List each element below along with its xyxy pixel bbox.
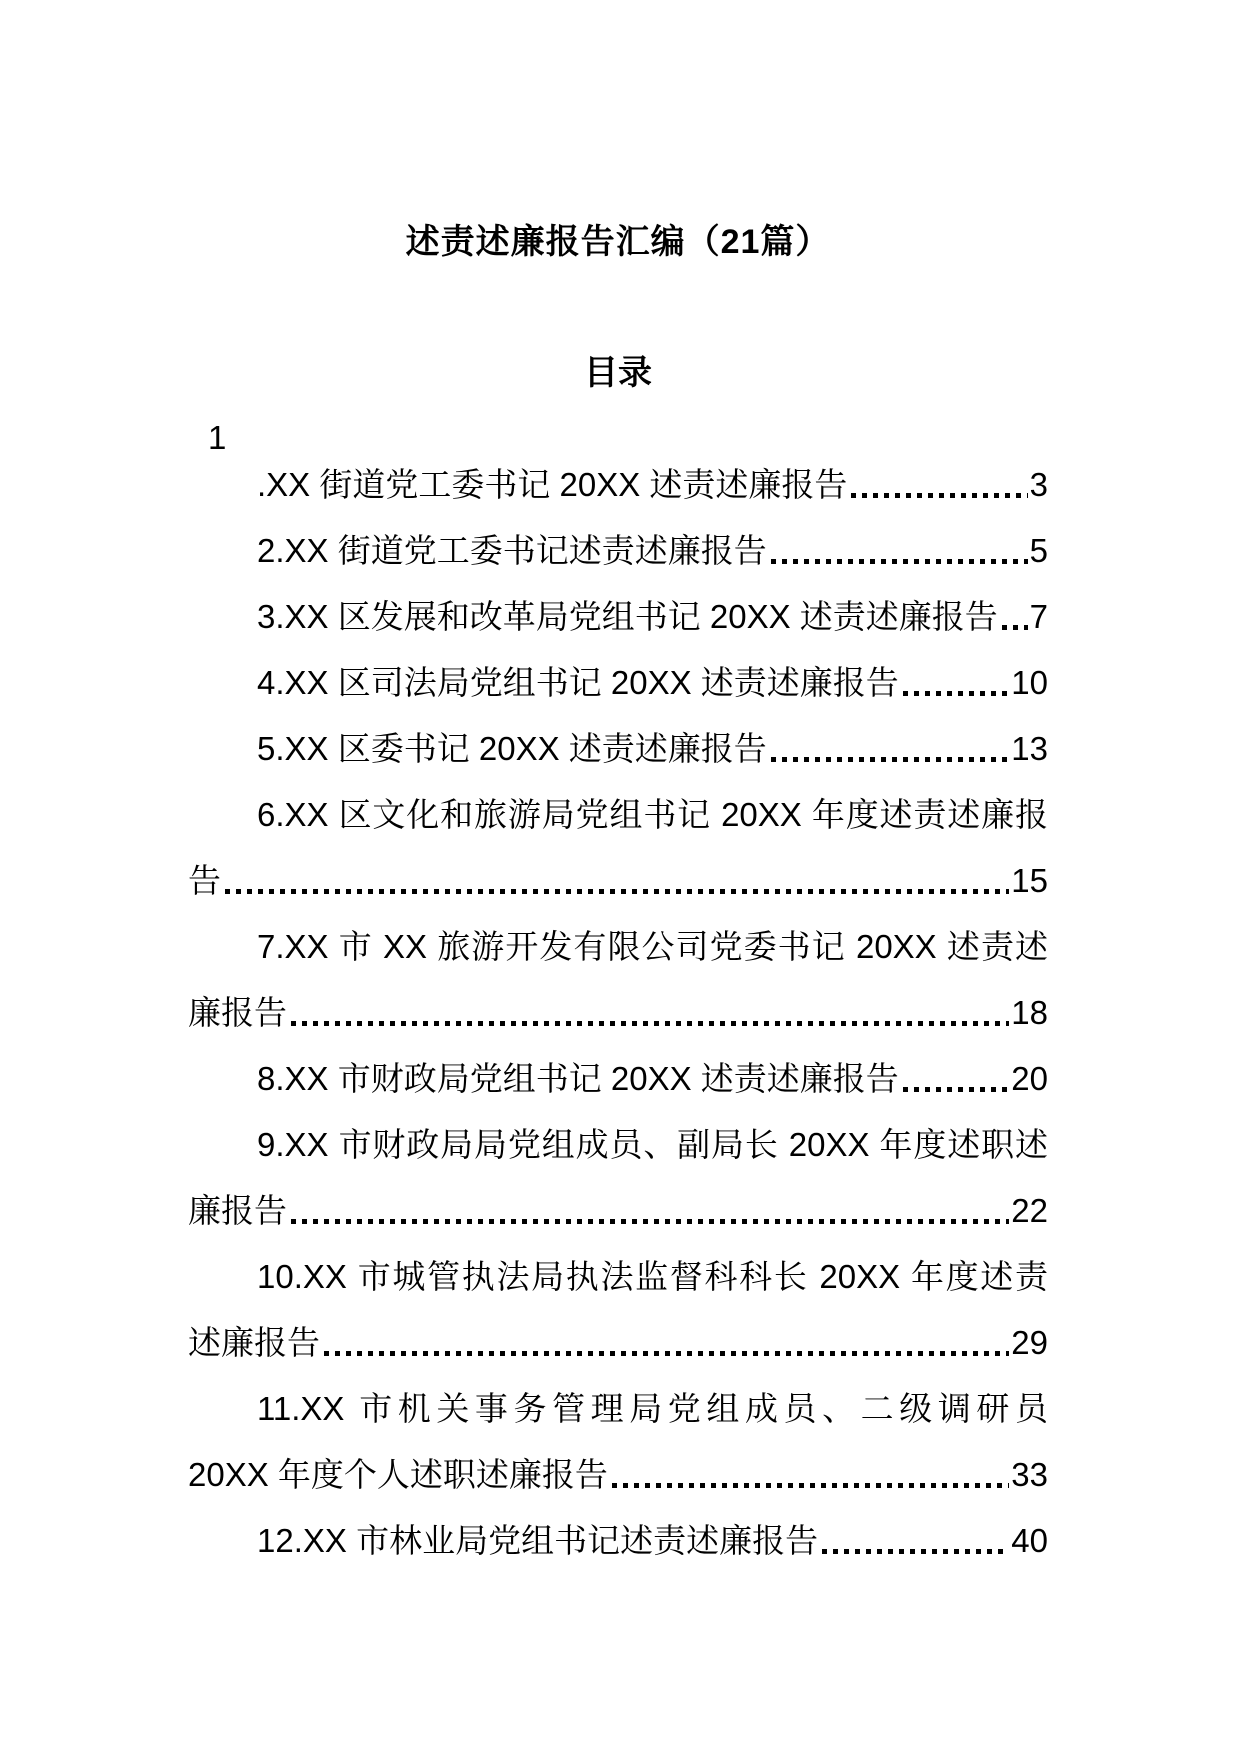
toc-entry-orphan-number: 1 [208,419,227,456]
dot-leader [1002,625,1028,630]
dot-leader [903,691,1010,696]
document-title: 述责述廉报告汇编（21篇） [405,223,831,261]
toc-page-number: 7 [1029,598,1048,635]
toc-list [188,452,1048,1574]
toc-row [188,1112,1048,1178]
toc-entry-text: 11.XX 市机关事务管理局党组成员、二级调研员 [257,1390,1048,1427]
toc-row [188,452,1048,518]
toc-page-number: 3 [1029,466,1048,503]
dot-leader [771,757,1010,762]
toc-row [188,782,1048,848]
dot-leader [771,559,1028,564]
dot-leader [291,1021,1009,1026]
toc-entry-text: 7.XX 市 XX 旅游开发有限公司党委书记 20XX 述责述 [257,928,1048,965]
dot-leader [822,1549,1009,1554]
toc-entry-text: 6.XX 区文化和旅游局党组书记 20XX 年度述责述廉报 [257,796,1048,833]
toc-page-number: 40 [1011,1522,1048,1559]
toc-page-number: 22 [1011,1192,1048,1229]
toc-row [188,1376,1048,1442]
toc-page-number: 33 [1011,1456,1048,1493]
dot-leader [612,1483,1009,1488]
toc-row [188,518,1048,584]
toc-row [188,1442,1048,1508]
toc-row [188,1046,1048,1112]
toc-entry-text: 9.XX 市财政局局党组成员、副局长 20XX 年度述职述 [257,1126,1048,1163]
toc-row [188,650,1048,716]
toc-heading: 目录 [584,354,652,392]
toc-page-number: 13 [1011,730,1048,767]
dot-leader [225,889,1009,894]
toc-entry-text: 10.XX 市城管执法局执法监督科科长 20XX 年度述责 [257,1258,1048,1295]
toc-entry-text: 述廉报告 [188,1324,320,1361]
toc-page-number: 15 [1011,862,1048,899]
dot-leader [851,493,1027,498]
toc-entry-text: .XX 街道党工委书记 20XX 述责述廉报告 [257,466,848,503]
toc-page-number: 20 [1011,1060,1048,1097]
dot-leader [291,1219,1009,1224]
toc-page-number: 18 [1011,994,1048,1031]
toc-row [188,584,1048,650]
toc-entry-text: 廉报告 [188,994,287,1031]
toc-entry-text: 8.XX 市财政局党组书记 20XX 述责述廉报告 [257,1060,899,1097]
toc-row [188,848,1048,914]
toc-row [188,1310,1048,1376]
toc-row [188,1508,1048,1574]
toc-entry-text: 廉报告 [188,1192,287,1229]
toc-entry-text: 2.XX 街道党工委书记述责述廉报告 [257,532,767,569]
toc-row [188,980,1048,1046]
toc-row [188,716,1048,782]
toc-page-number: 5 [1029,532,1048,569]
toc-row [188,914,1048,980]
toc-entry-text: 12.XX 市林业局党组书记述责述廉报告 [257,1522,819,1559]
dot-leader [324,1351,1009,1356]
toc-row [188,1244,1048,1310]
dot-leader [903,1087,1010,1092]
toc-entry-text: 4.XX 区司法局党组书记 20XX 述责述廉报告 [257,664,899,701]
toc-page-number: 29 [1011,1324,1048,1361]
toc-entry-text: 5.XX 区委书记 20XX 述责述廉报告 [257,730,767,767]
toc-entry-text: 告 [188,862,221,899]
toc-entry-text: 3.XX 区发展和改革局党组书记 20XX 述责述廉报告 [257,598,998,635]
toc-entry-text: 20XX 年度个人述职述廉报告 [188,1456,608,1493]
toc-page-number: 10 [1011,664,1048,701]
toc-row [188,1178,1048,1244]
